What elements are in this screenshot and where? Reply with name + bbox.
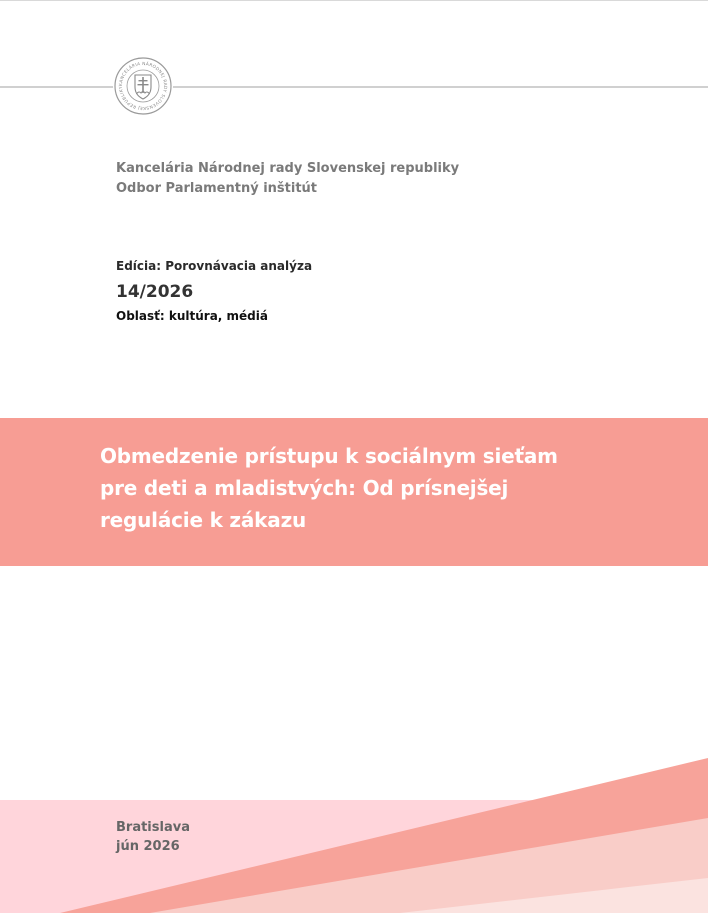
institution-block xyxy=(116,159,459,199)
emblem-seal xyxy=(113,56,173,116)
document-title xyxy=(100,440,620,536)
publication-date: jún 2026 xyxy=(116,839,180,854)
subject-area: Oblasť: kultúra, médiá xyxy=(116,309,268,323)
title-line-1: Obmedzenie prístupu k sociálnym sieťam xyxy=(100,444,558,468)
publication-city: Bratislava xyxy=(116,820,190,835)
edition-label: Edícia: Porovnávacia analýza xyxy=(116,259,313,273)
emblem-text: KANCELÁRIA NÁRODNEJ RADY SLOVENSKEJ REPUBLIKY xyxy=(118,61,168,111)
institution-name: Kancelária Národnej rady Slovenskej republiky xyxy=(116,161,460,176)
department-name: Odbor Parlamentný inštitút xyxy=(116,181,318,196)
title-line-3: regulácie k zákazu xyxy=(100,508,307,532)
emblem-seal-icon xyxy=(113,56,173,116)
edition-block xyxy=(116,257,312,325)
issue-number: 14/2026 xyxy=(116,282,194,302)
publication-info xyxy=(116,818,190,856)
top-rule xyxy=(0,0,708,1)
footer-decoration xyxy=(0,750,708,913)
header-line xyxy=(0,86,708,88)
title-line-2: pre deti a mladistvých: Od prísnejšej xyxy=(100,476,509,500)
